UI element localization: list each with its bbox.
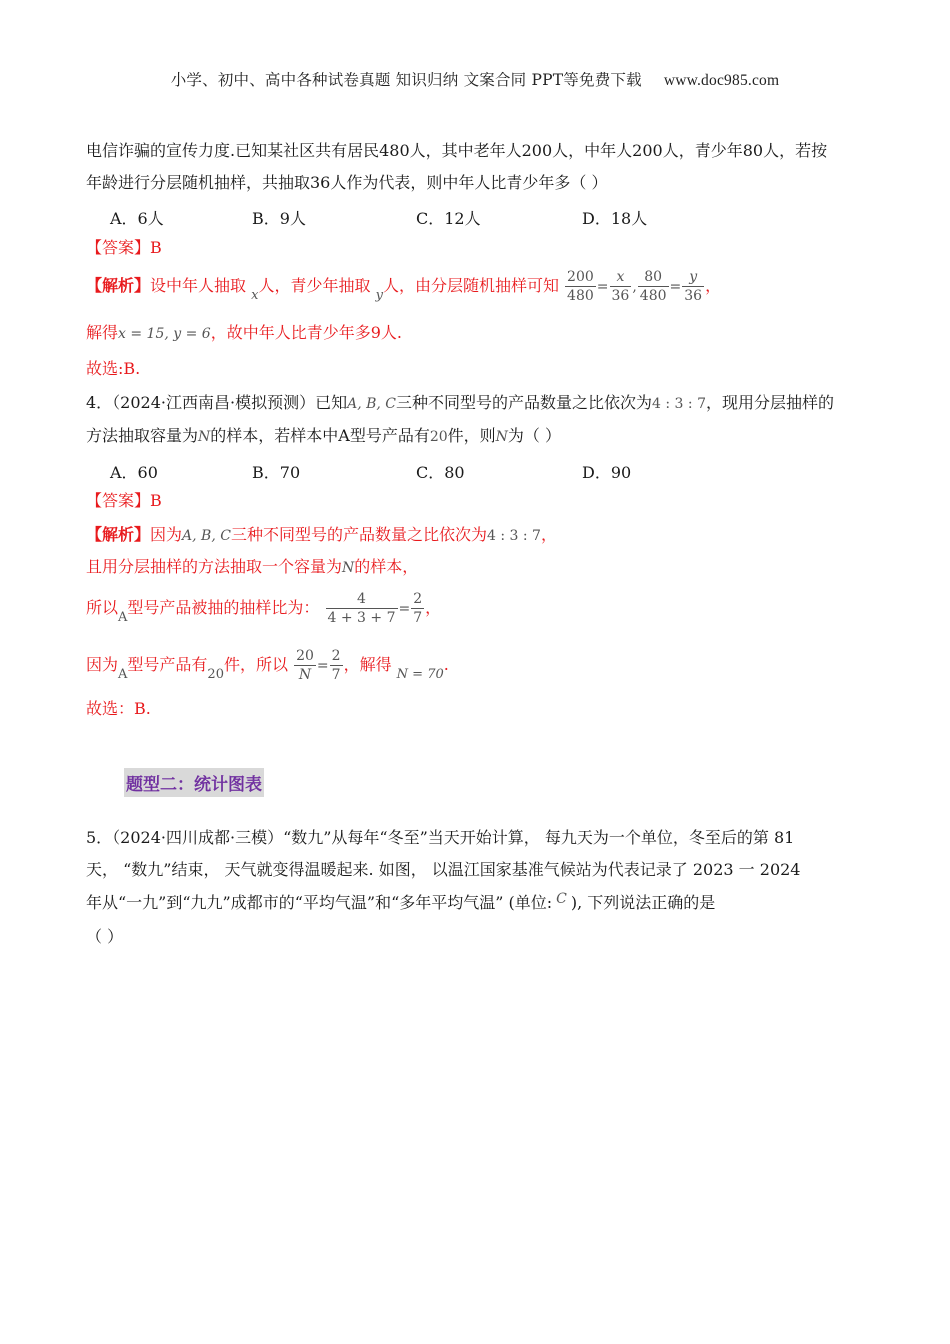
q3-fraction-2	[610, 268, 632, 305]
q4-line1-text-a: 4．（2024·江西南昌·模拟预测）已知	[86, 393, 348, 412]
section-title: 题型二：统计图表	[124, 768, 264, 797]
q4-a2-var-n: N	[342, 560, 355, 576]
q3-f2-den: 36	[611, 288, 630, 304]
q4-line1	[86, 393, 834, 414]
q4-line2	[86, 426, 561, 447]
q4-option-b: B．70	[252, 463, 301, 482]
q4-eq-1: =	[398, 601, 411, 617]
header-site[interactable]: www.doc985.com	[663, 72, 780, 89]
q4-choice: 故选：B.	[86, 699, 151, 718]
q3-fraction-4	[682, 268, 704, 305]
q4-line1-text-b: 三种不同型号的产品数量之比依次为	[396, 393, 653, 412]
q4-a3-text-b: 型号产品被抽的抽样比为：	[127, 598, 320, 617]
q3-option-c: C．12人	[416, 209, 481, 228]
q3-solve-math: x = 15, y = 6	[118, 326, 211, 342]
q3-line1: 电信诈骗的宣传力度.已知某社区共有居民480人，其中老年人200人，中年人200人，青少年80人，若按	[86, 141, 828, 160]
q5-line1: 5．（2024·四川成都·三模）“数九”从每年“冬至”当天开始计算， 每九天为一个单位，冬至后的第 81	[86, 828, 795, 847]
q4-analysis-3	[86, 590, 441, 627]
q3-analysis	[86, 268, 721, 305]
q4-analysis-label: 【解析】	[86, 525, 151, 544]
q4-ratio: 4 : 3 : 7	[652, 396, 706, 412]
q4-abc: A, B, C	[347, 396, 396, 412]
q3-fraction-3	[638, 268, 669, 305]
q4-eq-2: =	[316, 658, 329, 674]
q4-line2-text-b: 的样本，若样本中A型号产品有	[210, 426, 430, 445]
q3-solve	[86, 323, 402, 344]
q4-option-c: C．80	[416, 463, 465, 482]
q4-a1-text-c: ，	[540, 525, 557, 544]
q4-a4-math: N = 70	[396, 667, 444, 682]
q4-fraction-3	[294, 647, 316, 684]
q3-solve-text-b: ，故中年人比青少年多9人.	[210, 323, 402, 342]
page-header	[0, 68, 950, 90]
q4-a4-sub-a: A	[118, 667, 128, 682]
q3-option-d: D．18人	[582, 209, 648, 228]
q4-line2-text-c: 件，则	[447, 426, 496, 445]
q4-fraction-1	[326, 590, 398, 627]
q4-var-n: N	[198, 429, 211, 445]
q4-a4-text-c: 件，所以	[223, 655, 288, 674]
q4-a1-text-b: 三种不同型号的产品数量之比依次为	[230, 525, 487, 544]
q5-line4: （ ）	[86, 927, 124, 946]
header-text: 小学、初中、高中各种试卷真题 知识归纳 文案合同 PPT等免费下载	[170, 71, 642, 89]
q5-line2: 天， “数九”结束， 天气就变得温暖起来. 如图， 以温江国家基准气候站为代表记录了 2023 一 2024	[86, 860, 801, 879]
q3-eq-2: =	[669, 279, 682, 295]
q3-eq-1: =	[596, 279, 609, 295]
q3-solve-text-a: 解得	[86, 323, 119, 342]
q4-g2-den: 7	[413, 610, 423, 626]
q3-f1-den: 480	[567, 288, 594, 304]
q3-option-a: A．6人	[110, 209, 164, 228]
q3-f3-num: 80	[638, 268, 669, 287]
q4-a4-text-d: ，解得	[343, 655, 392, 674]
q4-g1-num: 4	[326, 590, 398, 609]
q4-a3-sub-a: A	[118, 610, 128, 625]
q4-analysis-1	[86, 525, 557, 546]
q3-analysis-text-b: 人，青少年抽取	[258, 276, 371, 295]
q4-option-a: A．60	[110, 463, 158, 482]
q4-h2-num: 2	[331, 648, 341, 664]
q3-f2-num: x	[610, 268, 632, 287]
q4-a1-ratio: 4 : 3 : 7	[486, 528, 541, 544]
q4-line1-text-c: ，现用分层抽样的	[705, 393, 834, 412]
q4-analysis-2	[86, 557, 418, 578]
q5-line3-text-a: 年从“一九”到“九九”成都市的“平均气温”和“多年平均气温” (单位:	[86, 893, 553, 912]
q3-choice: 故选:B.	[86, 359, 141, 378]
q3-tail-comma: ，	[705, 276, 722, 295]
q4-a2-text-a: 且用分层抽样的方法抽取一个容量为	[86, 557, 343, 576]
q3-var-y: y	[375, 288, 383, 303]
q4-fraction-2	[411, 590, 424, 627]
q3-f4-den: 36	[684, 288, 703, 304]
q4-a1-abc: A, B, C	[182, 528, 231, 544]
q4-a4-period: .	[443, 655, 449, 674]
q3-f3-den: 480	[639, 288, 667, 304]
q4-a3-text-a: 所以	[86, 598, 119, 617]
q4-a4-twenty: 20	[207, 667, 224, 682]
q4-option-d: D．90	[582, 463, 632, 482]
q4-a2-text-b: 的样本，	[354, 557, 419, 576]
q5-line3	[86, 893, 715, 914]
q3-var-x: x	[251, 288, 259, 303]
q4-h2-den: 7	[331, 667, 341, 683]
q4-analysis-4	[86, 647, 449, 684]
q4-g2-num: 2	[413, 591, 423, 607]
q3-f1-num: 200	[567, 269, 594, 285]
q4-a4-text-b: 型号产品有	[127, 655, 208, 674]
q4-twenty: 20	[429, 429, 448, 445]
q3-analysis-text-c: 人，由分层随机抽样可知	[382, 276, 559, 295]
q4-fraction-4	[330, 647, 343, 684]
q4-a4-text-a: 因为	[86, 655, 119, 674]
q3-answer: 【答案】B	[86, 238, 162, 257]
q3-analysis-label: 【解析】	[86, 276, 151, 295]
q4-g1-den: 4 + 3 + 7	[327, 610, 396, 626]
q3-fraction-1	[565, 268, 596, 305]
q3-comma: ,	[632, 279, 637, 295]
q3-f4-num: y	[682, 268, 704, 287]
q4-answer: 【答案】B	[86, 491, 162, 510]
q4-h1-den: N	[298, 667, 312, 683]
q4-a3-comma: ，	[425, 598, 442, 617]
q4-line2-text-d: 为（ ）	[507, 426, 562, 445]
q4-line2-text-a: 方法抽取容量为	[86, 426, 199, 445]
q3-option-b: B．9人	[252, 209, 306, 228]
q4-var-n-2: N	[495, 429, 508, 445]
q5-line3-text-b: ), 下列说法正确的是	[570, 893, 716, 912]
q5-unit: C	[556, 891, 567, 907]
q4-a1-text-a: 因为	[150, 525, 183, 544]
q3-analysis-text-a: 设中年人抽取	[150, 276, 247, 295]
q4-h1-num: 20	[296, 648, 314, 664]
q3-line2: 年龄进行分层随机抽样，共抽取36人作为代表，则中年人比青少年多（ ）	[86, 173, 608, 192]
